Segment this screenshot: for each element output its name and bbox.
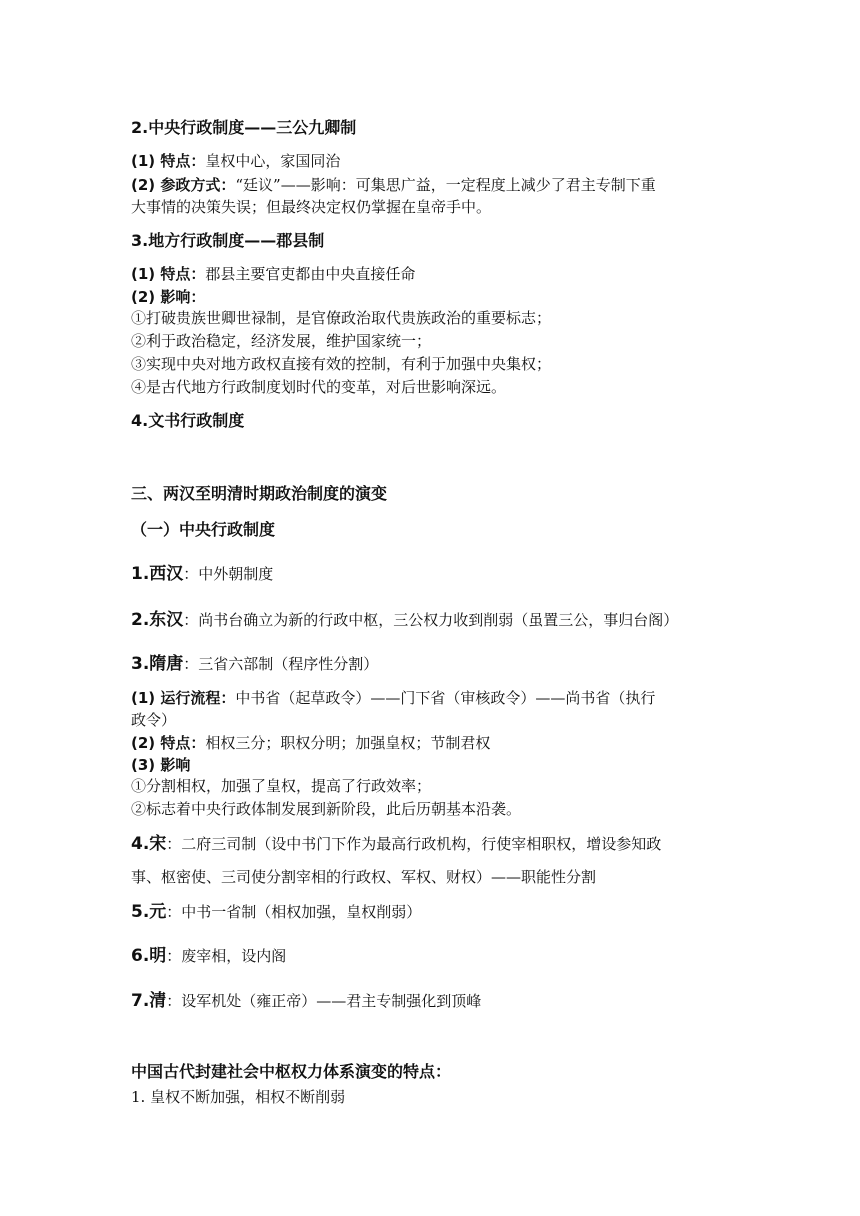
- paragraph: [131, 687, 741, 709]
- dynasty-label: 5.元: [131, 902, 167, 922]
- item-label: (1) 特点：: [131, 265, 206, 283]
- dynasty-text: ：中外朝制度: [183, 565, 274, 583]
- item-label: (3) 影响: [131, 756, 191, 774]
- item-text: “廷议”——影响：可集思广益，一定程度上减少了君主专制下重: [235, 176, 656, 194]
- dynasty-entry-xihan: [131, 563, 741, 585]
- dynasty-label: 1.西汉: [131, 564, 184, 584]
- item-text: 中书省（起草政令）——门下省（审核政令）——尚书省（执行: [235, 689, 656, 707]
- list-item: ③实现中央对地方政权直接有效的控制，有利于加强中央集权；: [131, 355, 552, 373]
- section-heading-central-admin: 2.中央行政制度——三公九卿制: [131, 118, 357, 137]
- dynasty-entry-qing: [131, 990, 741, 1012]
- dynasty-entry-ming: [131, 945, 741, 967]
- section-heading-document-admin: 4.文书行政制度: [131, 411, 245, 430]
- item-text: 相权三分；职权分明；加强皇权；节制君权: [205, 734, 491, 752]
- dynasty-text: ：三省六部制（程序性分割）: [183, 655, 379, 673]
- dynasty-label: 2.东汉: [131, 610, 184, 630]
- summary-item: 1. 皇权不断加强，相权不断削弱: [131, 1088, 346, 1106]
- paragraph: [131, 150, 741, 172]
- dynasty-text: ：废宰相，设内阁: [166, 947, 287, 965]
- dynasty-text: ：中书一省制（相权加强，皇权削弱）: [166, 903, 422, 921]
- dynasty-text: ：二府三司制（设中书门下作为最高行政机构，行使宰相职权，增设参知政: [166, 835, 662, 853]
- list-item: ①打破贵族世卿世禄制，是官僚政治取代贵族政治的重要标志；: [131, 309, 552, 327]
- item-label: (2) 影响：: [131, 288, 206, 306]
- paragraph-continuation: 政令）: [131, 711, 177, 729]
- dynasty-entry-suitang: [131, 653, 741, 675]
- paragraph-continuation: 大事情的决策失误；但最终决定权仍掌握在皇帝手中。: [131, 198, 492, 216]
- dynasty-text: ：设军机处（雍正帝）——君主专制强化到顶峰: [166, 992, 482, 1010]
- dynasty-text: ：尚书台确立为新的行政中枢，三公权力收到削弱（虽置三公，事归台阁）: [183, 611, 679, 629]
- paragraph: [131, 732, 741, 754]
- summary-heading: 中国古代封建社会中枢权力体系演变的特点：: [131, 1062, 452, 1081]
- dynasty-label: 4.宋: [131, 834, 167, 854]
- paragraph: [131, 174, 741, 196]
- dynasty-label: 3.隋唐: [131, 654, 184, 674]
- item-label: (2) 特点：: [131, 734, 206, 752]
- dynasty-label: 6.明: [131, 946, 167, 966]
- subsection-heading: （一）中央行政制度: [131, 520, 276, 539]
- dynasty-entry-song: [131, 833, 741, 855]
- paragraph-continuation: 事、枢密使、三司使分割宰相的行政权、军权、财权）——职能性分割: [131, 868, 597, 886]
- list-item: ②利于政治稳定，经济发展，维护国家统一；: [131, 332, 432, 350]
- dynasty-entry-yuan: [131, 901, 741, 923]
- dynasty-label: 7.清: [131, 991, 167, 1011]
- item-label: (1) 特点：: [131, 152, 206, 170]
- item-text: 郡县主要官吏都由中央直接任命: [205, 265, 416, 283]
- item-label: (2) 参政方式：: [131, 176, 236, 194]
- section-heading-local-admin: 3.地方行政制度——郡县制: [131, 231, 325, 250]
- item-label: (1) 运行流程：: [131, 689, 236, 707]
- list-item: ④是古代地方行政制度划时代的变革，对后世影响深远。: [131, 378, 507, 396]
- part-heading: 三、两汉至明清时期政治制度的演变: [131, 484, 388, 503]
- list-item: ①分割相权，加强了皇权，提高了行政效率；: [131, 777, 432, 795]
- paragraph: [131, 263, 741, 285]
- item-text: 皇权中心，家国同治: [205, 152, 341, 170]
- list-item: ②标志着中央行政体制发展到新阶段，此后历朝基本沿袭。: [131, 800, 522, 818]
- dynasty-entry-donghan: [131, 609, 741, 631]
